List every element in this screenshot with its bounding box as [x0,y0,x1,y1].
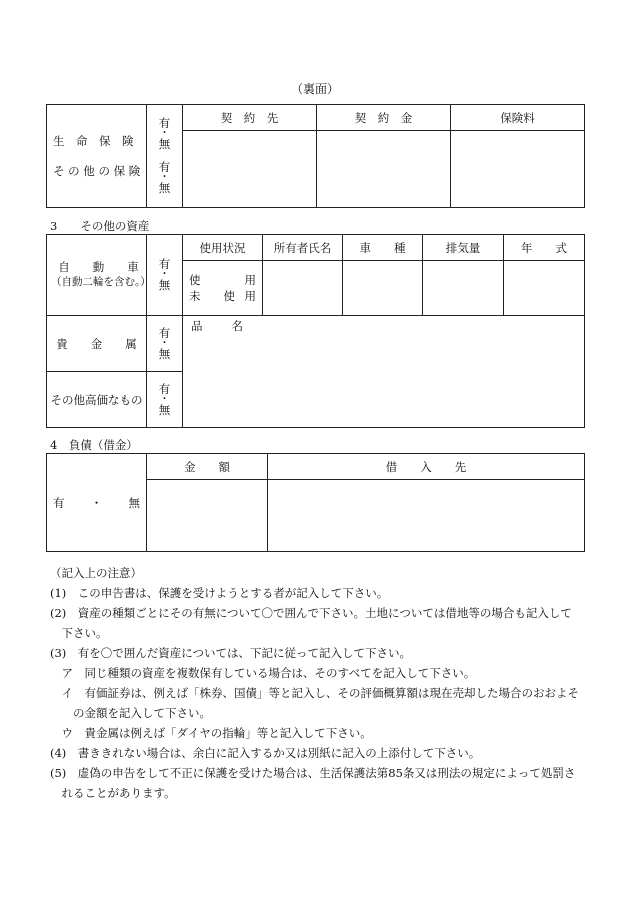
notes-section [50,563,590,803]
presence-yes[interactable]: 有 [158,160,171,174]
lender-field[interactable] [268,480,585,552]
life-insurance-label: 生 命 保 険 [53,134,134,148]
header-owner: 所有者氏名 [263,235,343,261]
header-contract-amount: 契 約 金 [317,105,451,131]
header-amount: 金 額 [147,454,268,480]
debt-presence-cell [47,454,147,552]
note-item: れることがあります。 [50,786,176,800]
note-item: (4) 書ききれない場合は、余白に記入するか又は別紙に記入の上添付して下さい。 [50,746,481,760]
page-title: （裏面） [290,82,339,96]
presence-dot: ・ [159,337,170,349]
presence-yes[interactable]: 有 [158,325,171,340]
note-item: (3) 有を〇で囲んだ資産については、下記に従って記入して下さい。 [50,646,412,660]
car-label-note: （自動二輪を含む。） [51,276,151,288]
presence-dot: ・ [159,128,170,139]
presence-no[interactable]: 無 [158,181,171,195]
usage-unused: 未 使 [189,289,235,303]
presence-yes[interactable]: 有 [158,257,171,271]
contractor-field[interactable] [183,131,317,208]
year-field[interactable] [504,261,585,316]
presence-dot: ・ [159,393,170,405]
header-model: 車 種 [343,235,423,261]
header-premium: 保険料 [451,105,585,131]
note-item: ア 同じ種類の資産を複数保有している場合は、そのすべてを記入して下さい。 [50,666,476,680]
premium-field[interactable] [451,131,585,208]
usage-in-use: 使 [189,273,201,287]
insurance-type-cell [47,105,147,208]
presence-yes[interactable]: 有 [158,116,171,130]
contract-amount-field[interactable] [317,131,451,208]
other-valuables-label: その他高価なもの [47,372,147,428]
header-contractor: 契 約 先 [183,105,317,131]
other-assets-table [46,234,585,428]
debt-presence-yes[interactable]: 有 [53,495,65,510]
debt-presence-dot: ・ [90,495,103,510]
car-label: 自 動 車 [58,260,139,274]
header-year: 年 式 [504,235,585,261]
usage-in-use-suffix: 用 [244,273,256,287]
amount-field[interactable] [147,480,268,552]
note-item: イ 有価証券は、例えば「株券、国債」等と記入し、その評価概算額は現在売却した場合のおおよそ [50,686,579,700]
other-insurance-label: そ の 他 の 保 険 [53,164,141,178]
note-item: ウ 貴金属は例えば「ダイヤの指輪」等と記入して下さい。 [50,726,372,740]
car-label-cell [47,235,151,316]
displacement-field[interactable] [423,261,504,316]
presence-no[interactable]: 無 [158,346,171,361]
item-name-field[interactable] [183,316,585,428]
debt-presence-no[interactable]: 無 [128,495,140,510]
item-name-label-suffix: 名 [231,319,243,333]
section3-title: 3 その他の資産 [50,219,150,233]
insurance-table [46,104,585,208]
presence-yes[interactable]: 有 [158,381,171,396]
note-item: (2) 資産の種類ごとにその有無について〇で囲んで下さい。土地については借地等の場合も記入して [50,606,572,620]
insurance-presence-cell [147,105,183,208]
header-usage: 使用状況 [183,235,263,261]
precious-presence-cell [147,316,183,372]
presence-no[interactable]: 無 [158,402,171,417]
model-field[interactable] [343,261,423,316]
notes-heading: （記入上の注意） [50,566,142,580]
note-item: (5) 虚偽の申告をして不正に保護を受けた場合は、生活保護法第85条又は刑法の規定によって処罰さ [50,766,576,780]
usage-cell[interactable] [183,261,263,316]
presence-dot: ・ [159,269,170,280]
header-displacement: 排気量 [423,235,504,261]
presence-no[interactable]: 無 [158,137,171,151]
item-name-label: 品 [191,319,203,333]
car-presence-cell [147,235,183,316]
usage-unused-suffix: 用 [244,289,256,303]
valuables-presence-cell [147,372,183,428]
presence-no[interactable]: 無 [158,278,171,292]
owner-field[interactable] [263,261,343,316]
precious-metal-label: 貴 金 属 [47,316,147,372]
note-item: 下さい。 [50,626,108,640]
note-item: の金額を記入して下さい。 [50,706,211,720]
debt-table [46,453,585,552]
presence-dot: ・ [159,172,170,183]
note-item: (1) この申告書は、保護を受けようとする者が記入して下さい。 [50,586,389,600]
section4-title: 4 負債（借金） [50,438,138,452]
header-lender: 借 入 先 [268,454,585,480]
